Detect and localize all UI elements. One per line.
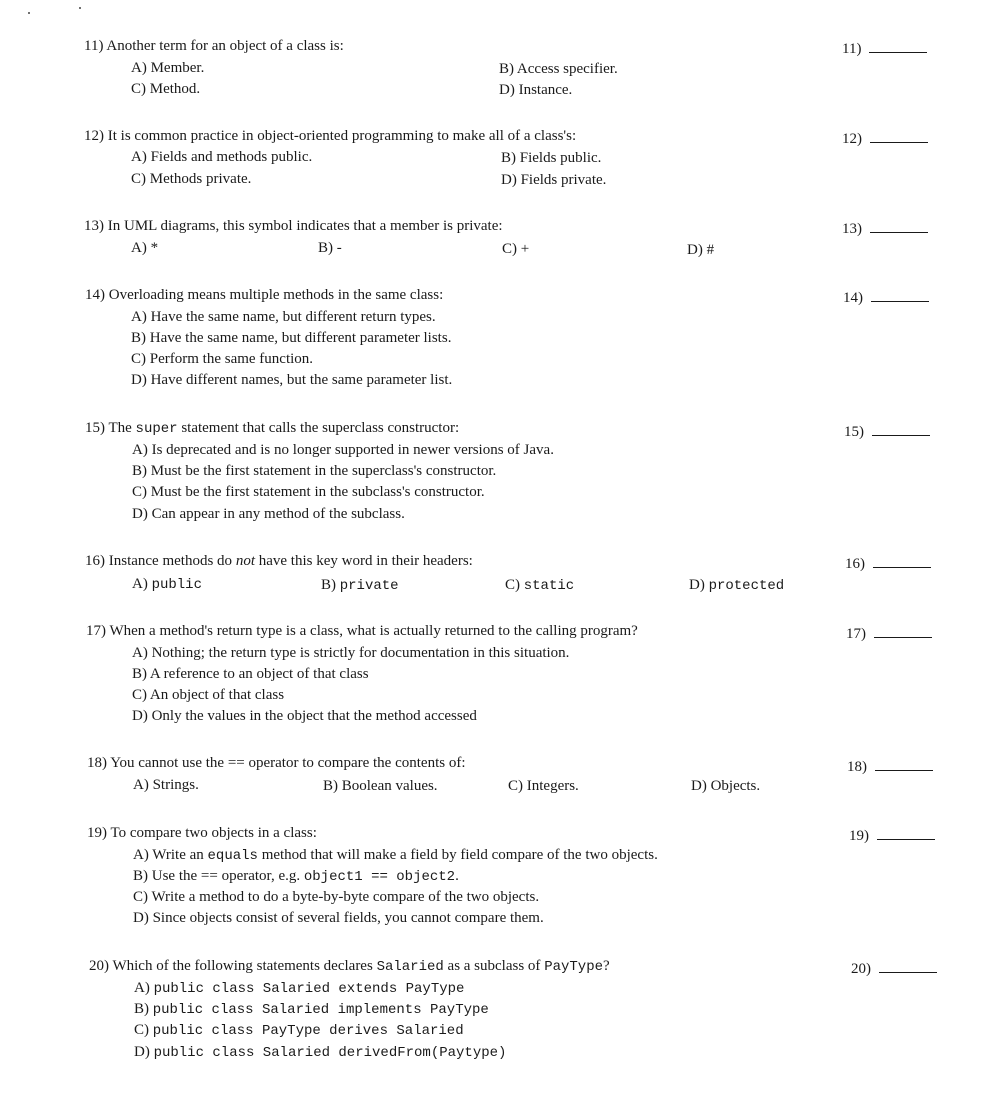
option-c <box>505 577 574 594</box>
answer-number: 17) <box>846 626 866 642</box>
option-d: D) Objects. <box>691 778 761 794</box>
answer-slot <box>842 130 928 148</box>
option-d: D) # <box>687 242 715 258</box>
option-d: D) Only the values in the object that the method accessed <box>132 708 477 724</box>
answer-slot <box>847 758 933 776</box>
answer-blank[interactable] <box>879 960 937 973</box>
stem-text: statement that calls the superclass constructor: <box>177 420 460 436</box>
option-c: C) An object of that class <box>132 687 285 703</box>
answer-number: 18) <box>847 759 867 775</box>
answer-blank[interactable] <box>875 758 933 771</box>
option-code: equals <box>207 848 258 864</box>
option-letter: B) <box>321 577 340 593</box>
option-letter: C) <box>134 1022 153 1038</box>
question-stem <box>85 553 473 570</box>
answer-blank[interactable] <box>874 625 932 638</box>
option-text: A) Write an <box>133 847 208 863</box>
answer-blank[interactable] <box>870 130 928 143</box>
option-b <box>133 868 459 885</box>
answer-blank[interactable] <box>872 423 930 436</box>
option-code: public class Salaried implements PayType <box>152 1002 489 1018</box>
option-c <box>134 1022 464 1039</box>
stem-text: ? <box>603 958 610 974</box>
option-d <box>134 1044 506 1061</box>
answer-number: 12) <box>842 131 862 147</box>
option-b: B) Have the same name, but different parameter lists. <box>131 330 452 346</box>
option-letter: A) <box>132 576 152 592</box>
option-letter: B) <box>134 1001 153 1017</box>
option-a: A) Nothing; the return type is strictly for documentation in this situation. <box>132 645 570 661</box>
option-text: B) Use the == operator, e.g. <box>133 868 304 884</box>
option-b: B) Boolean values. <box>323 778 438 794</box>
answer-slot <box>846 625 932 643</box>
option-c: C) Write a method to do a byte-by-byte compare of the two objects. <box>133 889 540 905</box>
option-b: B) - <box>318 240 342 256</box>
scan-speck <box>79 7 81 9</box>
answer-slot <box>845 555 931 573</box>
option-b: B) A reference to an object of that class <box>132 666 369 682</box>
stem-code: super <box>135 421 178 437</box>
option-b: B) Must be the first statement in the superclass's constructor. <box>132 463 497 479</box>
option-letter: D) <box>689 577 709 593</box>
question-stem <box>89 958 610 975</box>
option-code: private <box>339 578 399 594</box>
option-d: D) Fields private. <box>501 172 607 188</box>
answer-number: 19) <box>849 828 869 844</box>
option-text: method that will make a field by field compare of the two objects. <box>257 847 658 863</box>
option-d: D) Can appear in any method of the subclass. <box>132 506 405 522</box>
question-stem: 13) In UML diagrams, this symbol indicates that a member is private: <box>84 218 503 234</box>
option-b <box>321 577 399 594</box>
answer-number: 20) <box>851 961 871 977</box>
stem-code: PayType <box>544 959 603 975</box>
option-a: A) Fields and methods public. <box>131 149 313 165</box>
answer-number: 16) <box>845 556 865 572</box>
option-d: D) Since objects consist of several fields, you cannot compare them. <box>133 910 544 926</box>
option-a: A) Is deprecated and is no longer supported in newer versions of Java. <box>132 442 554 458</box>
option-a: A) Member. <box>131 60 205 76</box>
option-code: object1 == object2 <box>303 869 456 885</box>
option-code: public class Salaried extends PayType <box>153 981 465 997</box>
question-stem: 17) When a method's return type is a class, what is actually returned to the calling program? <box>86 623 638 639</box>
option-code: protected <box>708 578 785 594</box>
option-code: public class Salaried derivedFrom(Paytype) <box>153 1045 507 1061</box>
answer-number: 11) <box>842 41 862 57</box>
option-b: B) Access specifier. <box>499 61 618 77</box>
option-d: D) Have different names, but the same parameter list. <box>131 372 453 388</box>
scan-speck <box>28 12 30 14</box>
answer-blank[interactable] <box>871 289 929 302</box>
stem-text: 20) Which of the following statements declares <box>89 958 377 974</box>
option-code: public <box>151 577 202 593</box>
option-a <box>134 980 464 997</box>
option-code: static <box>523 578 575 594</box>
option-c: C) Method. <box>131 81 201 97</box>
answer-slot <box>851 960 937 978</box>
option-letter: C) <box>505 577 524 593</box>
answer-slot <box>844 423 930 441</box>
answer-blank[interactable] <box>869 40 927 53</box>
question-stem: 18) You cannot use the == operator to compare the contents of: <box>87 755 466 771</box>
answer-blank[interactable] <box>877 827 935 840</box>
option-a: A) * <box>131 240 159 256</box>
question-stem <box>85 420 459 437</box>
option-a: A) Strings. <box>133 777 199 793</box>
question-stem: 19) To compare two objects in a class: <box>87 825 317 841</box>
stem-text: 16) Instance methods do <box>85 553 236 569</box>
answer-blank[interactable] <box>870 220 928 233</box>
stem-text: have this key word in their headers: <box>254 553 473 569</box>
option-c: C) Methods private. <box>131 171 252 187</box>
answer-slot <box>842 220 928 238</box>
answer-blank[interactable] <box>873 555 931 568</box>
option-a <box>133 847 658 864</box>
option-d <box>689 577 784 594</box>
stem-emphasis: not <box>235 553 255 569</box>
answer-slot <box>842 40 927 58</box>
option-c: C) Must be the first statement in the subclass's constructor. <box>132 484 485 500</box>
option-code: public class PayType derives Salaried <box>152 1023 464 1039</box>
option-c: C) + <box>502 241 530 257</box>
question-stem: 11) Another term for an object of a class is: <box>84 38 344 54</box>
answer-number: 14) <box>843 290 863 306</box>
option-a <box>132 576 202 593</box>
question-stem: 14) Overloading means multiple methods in the same class: <box>85 287 444 303</box>
option-a: A) Have the same name, but different return types. <box>131 309 436 325</box>
question-stem: 12) It is common practice in object-oriented programming to make all of a class's: <box>84 128 577 144</box>
option-c: C) Integers. <box>508 778 579 794</box>
option-b <box>134 1001 489 1018</box>
answer-slot <box>843 289 929 307</box>
option-b: B) Fields public. <box>501 150 602 166</box>
answer-number: 15) <box>844 424 864 440</box>
option-c: C) Perform the same function. <box>131 351 314 367</box>
option-d: D) Instance. <box>499 82 573 98</box>
stem-text: 15) The <box>85 420 136 436</box>
option-letter: A) <box>134 980 154 996</box>
stem-text: as a subclass of <box>443 958 545 974</box>
answer-slot <box>849 827 935 845</box>
option-letter: D) <box>134 1044 154 1060</box>
answer-number: 13) <box>842 221 862 237</box>
option-text: . <box>455 868 459 884</box>
stem-code: Salaried <box>376 959 444 975</box>
